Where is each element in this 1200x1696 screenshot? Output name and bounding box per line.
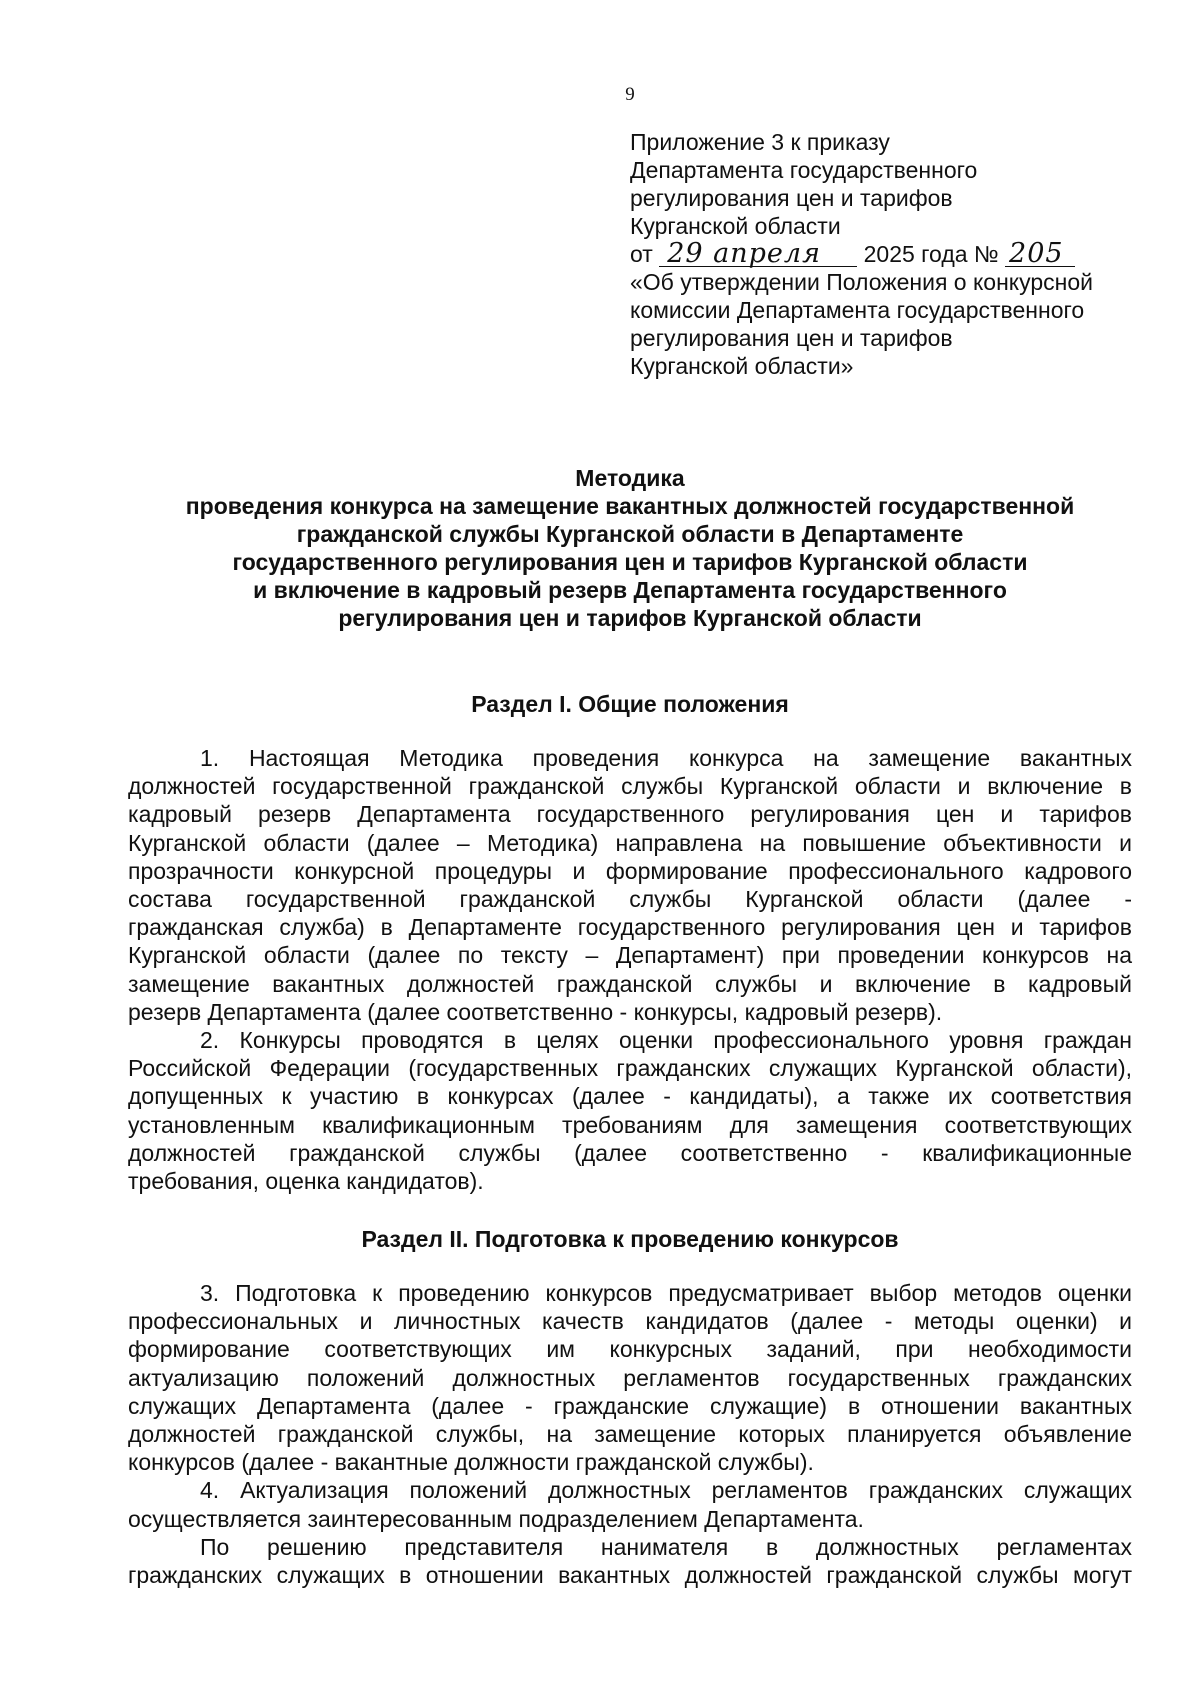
paragraph-line: должностей государственной гражданской службы Курганской области и включение в [128,773,1132,800]
title-line: и включение в кадровый резерв Департамента государственного [253,577,1007,603]
paragraph-line: профессиональных и личностных качеств кандидатов (далее - методы оценки) и [128,1308,1132,1335]
section-2-body [128,1279,1132,1589]
paragraph-line: прозрачности конкурсной процедуры и формирование профессионального кадрового [128,857,1132,884]
paragraph-line: требования, оценка кандидатов). [128,1168,484,1195]
paragraph-line: гражданских служащих в отношении вакантных должностей гражданской службы могут [128,1562,1132,1589]
appendix-title-line: Курганской области» [630,353,854,379]
handwritten-number: 205 [1005,242,1075,267]
appendix-title-line: «Об утверждении Положения о конкурсной [630,269,1093,295]
title-line: Методика [575,465,685,491]
appendix-line: Курганской области [630,213,841,239]
appendix-line: регулирования цен и тарифов [630,185,953,211]
paragraph-line: должностей гражданской службы, на замещение которых планируется объявление [128,1421,1132,1448]
paragraph-line: установленным квалификационным требованиям для замещения соответствующих [128,1111,1132,1138]
title-line: проведения конкурса на замещение вакантных должностей государственной [185,493,1075,519]
document-title [130,464,1130,632]
paragraph-line: 3. Подготовка к проведению конкурсов предусматривает выбор методов оценки [200,1280,1132,1306]
paragraph-line: состава государственной гражданской службы Курганской области (далее - [128,886,1132,913]
paragraph-line: Курганской области (далее – Методика) направлена на повышение объективности и [128,829,1132,856]
paragraph-line: 2. Конкурсы проводятся в целях оценки профессионального уровня граждан [200,1027,1132,1054]
paragraph-line: гражданская служба) в Департаменте государственного регулирования цен и тарифов [128,914,1132,941]
paragraph-line: замещение вакантных должностей гражданской службы и включение в кадровый [128,970,1132,997]
paragraph-line: Российской Федерации (государственных гражданских служащих Курганской области), [128,1055,1132,1082]
paragraph-line: кадровый резерв Департамента государственного регулирования цен и тарифов [128,801,1132,828]
appendix-line: Департамента государственного [630,157,978,183]
paragraph-line: резерв Департамента (далее соответственно - конкурсы, кадровый резерв). [128,998,943,1025]
paragraph-line: Курганской области (далее по тексту – Департамент) при проведении конкурсов на [128,942,1132,969]
paragraph-line: 4. Актуализация положений должностных регламентов гражданских служащих [200,1477,1132,1504]
paragraph-line: конкурсов (далее - вакантные должности гражданской службы). [128,1449,814,1476]
paragraph-line: допущенных к участию в конкурсах (далее - кандидаты), а также их соответствия [128,1083,1132,1110]
title-line: гражданской службы Курганской области в Департаменте [296,521,964,547]
section-1-body [128,744,1132,1195]
appendix-title-line: комиссии Департамента государственного [630,297,1085,323]
date-prefix: от [630,241,653,267]
paragraph-line: служащих Департамента (далее - гражданские служащие) в отношении вакантных [128,1392,1132,1419]
year-text: 2025 года № [863,241,999,267]
page-number: 9 [625,84,635,105]
appendix-date-line [630,240,1150,268]
paragraph-line: должностей гражданской службы (далее соответственно - квалификационные [128,1139,1132,1166]
title-line: государственного регулирования цен и тарифов Курганской области [232,549,1028,575]
paragraph-line: По решению представителя нанимателя в должностных регламентах [200,1533,1132,1560]
paragraph-line: формирование соответствующих им конкурсных заданий, при необходимости [128,1336,1132,1363]
section-heading: Раздел I. Общие положения [471,691,789,717]
section-heading: Раздел II. Подготовка к проведению конкурсов [361,1226,899,1252]
appendix-line: Приложение 3 к приказу [630,129,890,155]
appendix-title-line: регулирования цен и тарифов [630,325,953,351]
paragraph-line: актуализацию положений должностных регламентов государственных гражданских [128,1364,1132,1391]
paragraph-line: 1. Настоящая Методика проведения конкурса на замещение вакантных [200,745,1132,771]
appendix-header [630,128,1150,380]
handwritten-date: 29 апреля [659,242,857,267]
title-line: регулирования цен и тарифов Курганской области [338,605,922,631]
paragraph-line: осуществляется заинтересованным подразделением Департамента. [128,1505,864,1532]
